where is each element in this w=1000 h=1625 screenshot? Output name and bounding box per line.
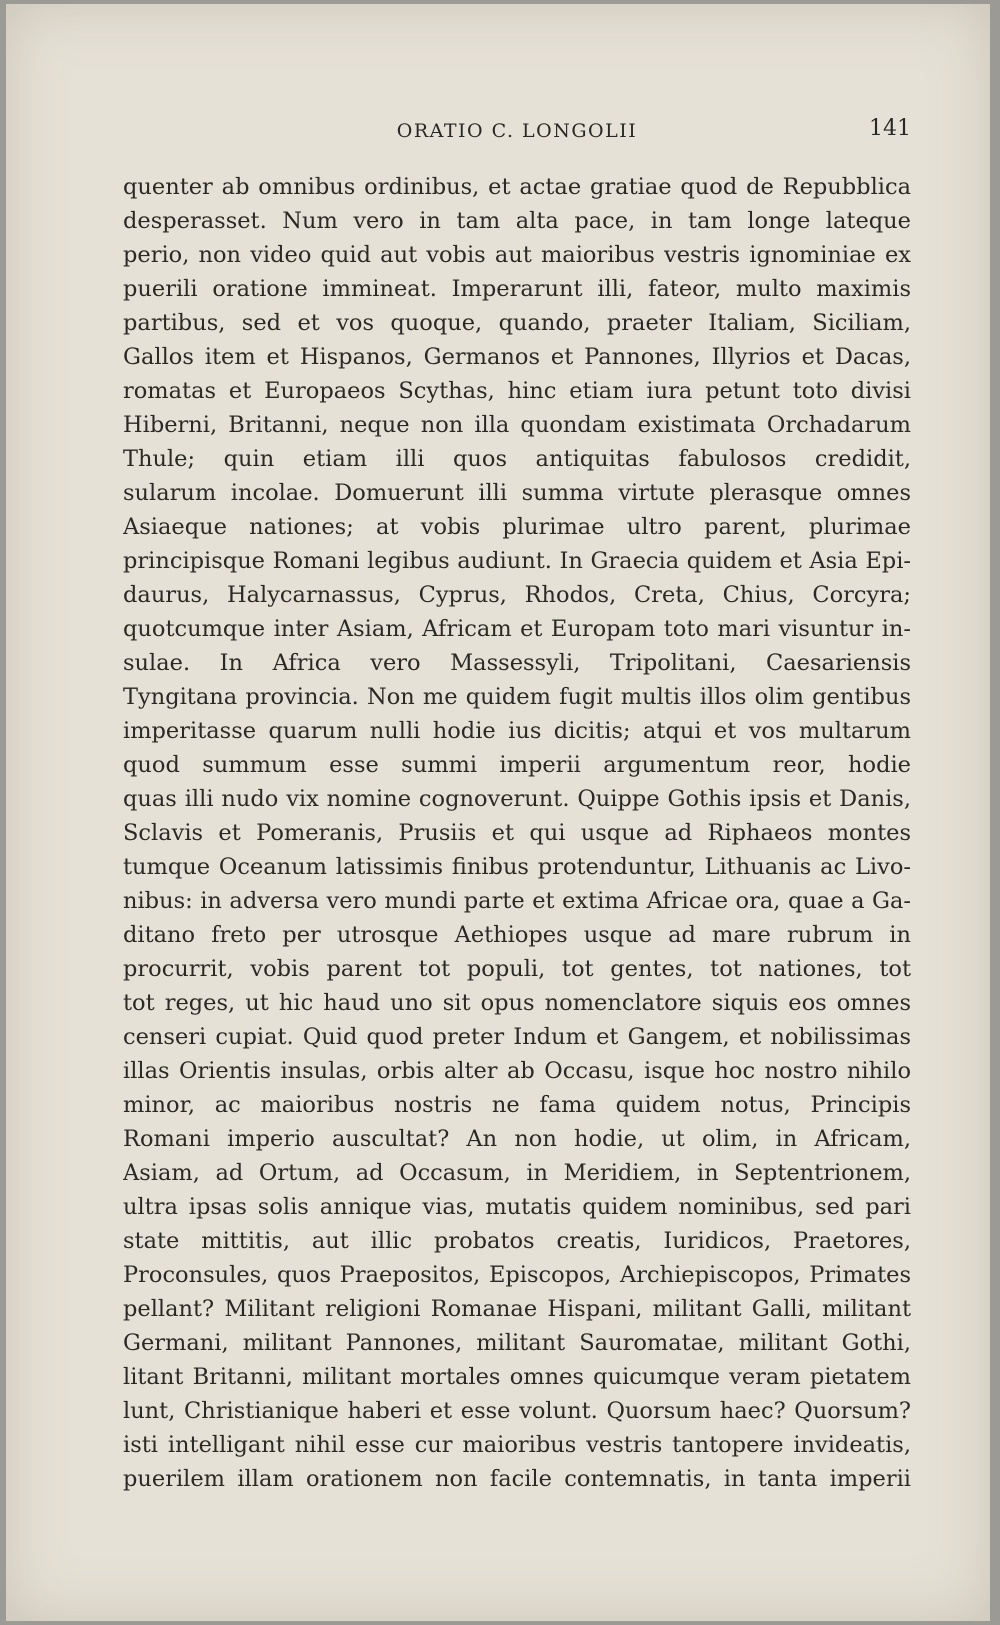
running-title: ORATIO C. LONGOLII [396,120,638,142]
text-line: Proconsules, quos Praepositos, Episcopos, Archiepiscopos, Primates [123,1262,911,1288]
text-line: Asiaeque nationes; at vobis plurimae ultro parent, plurimae [123,514,911,540]
text-line: Romani imperio auscultat? An non hodie, ut olim, in Africam, [123,1126,911,1152]
text-line: Tyngitana provincia. Non me quidem fugit multis illos olim gentibus [123,684,911,710]
text-line: puerili oratione immineat. Imperarunt illi, fateor, multo maximis [123,276,911,302]
text-line: perio, non video quid aut vobis aut maioribus vestris ignominiae ex [123,242,911,268]
text-line: sulae. In Africa vero Massessyli, Tripolitani, Caesariensis [123,650,911,676]
book-page [6,4,990,1621]
text-line: censeri cupiat. Quid quod preter Indum et Gangem, et nobilissimas [123,1024,911,1050]
text-line: minor, ac maioribus nostris ne fama quidem notus, Principis [123,1092,911,1118]
text-line: imperitasse quarum nulli hodie ius dicitis; atqui et vos multarum [123,718,911,744]
text-line: ditano freto per utrosque Aethiopes usque ad mare rubrum in [123,922,911,948]
text-line: Germani, militant Pannones, militant Sauromatae, militant Gothi, [123,1330,911,1356]
text-line: sularum incolae. Domuerunt illi summa virtute plerasque omnes [123,480,911,506]
text-line: Sclavis et Pomeranis, Prusiis et qui usque ad Riphaeos montes [123,820,911,846]
text-line: quod summum esse summi imperii argumentum reor, hodie [123,752,911,778]
text-line: quenter ab omnibus ordinibus, et actae gratiae quod de Repubblica [123,174,911,200]
text-line: state mittitis, aut illic probatos creatis, Iuridicos, Praetores, [123,1228,911,1254]
text-line: quotcumque inter Asiam, Africam et Europam toto mari visuntur in- [123,616,911,642]
text-line: quas illi nudo vix nomine cognoverunt. Quippe Gothis ipsis et Danis, [123,786,911,812]
text-line: Thule; quin etiam illi quos antiquitas fabulosos credidit, [123,446,911,472]
text-line: Asiam, ad Ortum, ad Occasum, in Meridiem, in Septentrionem, [123,1160,911,1186]
text-line: partibus, sed et vos quoque, quando, praeter Italiam, Siciliam, [123,310,911,336]
text-line: litant Britanni, militant mortales omnes quicumque veram pietatem [123,1364,911,1390]
text-line: romatas et Europaeos Scythas, hinc etiam iura petunt toto divisi [123,378,911,404]
text-line: nibus: in adversa vero mundi parte et extima Africae ora, quae a Ga- [123,888,911,914]
text-line: Gallos item et Hispanos, Germanos et Pannones, Illyrios et Dacas, [123,344,911,370]
body-text [123,170,911,1496]
text-line: daurus, Halycarnassus, Cyprus, Rhodos, Creta, Chius, Corcyra; [123,582,911,608]
text-line: principisque Romani legibus audiunt. In Graecia quidem et Asia Epi- [123,548,911,574]
page-number: 141 [869,116,911,141]
text-line: illas Orientis insulas, orbis alter ab Occasu, isque hoc nostro nihilo [123,1058,911,1084]
text-line: puerilem illam orationem non facile contemnatis, in tanta imperii [123,1466,911,1492]
text-line: Hiberni, Britanni, neque non illa quondam existimata Orchadarum [123,412,911,438]
text-line: procurrit, vobis parent tot populi, tot gentes, tot nationes, tot [123,956,911,982]
text-line: tot reges, ut hic haud uno sit opus nomenclatore siquis eos omnes [123,990,911,1016]
text-line: lunt, Christianique haberi et esse volunt. Quorsum haec? Quorsum? [123,1398,911,1424]
running-head [123,116,911,146]
text-line: isti intelligant nihil esse cur maioribus vestris tantopere invideatis, [123,1432,911,1458]
text-line: desperasset. Num vero in tam alta pace, in tam longe lateque [123,208,911,234]
text-line: pellant? Militant religioni Romanae Hispani, militant Galli, militant [123,1296,911,1322]
text-line: tumque Oceanum latissimis finibus protenduntur, Lithuanis ac Livo- [123,854,911,880]
text-line: ultra ipsas solis annique vias, mutatis quidem nominibus, sed pari [123,1194,911,1220]
